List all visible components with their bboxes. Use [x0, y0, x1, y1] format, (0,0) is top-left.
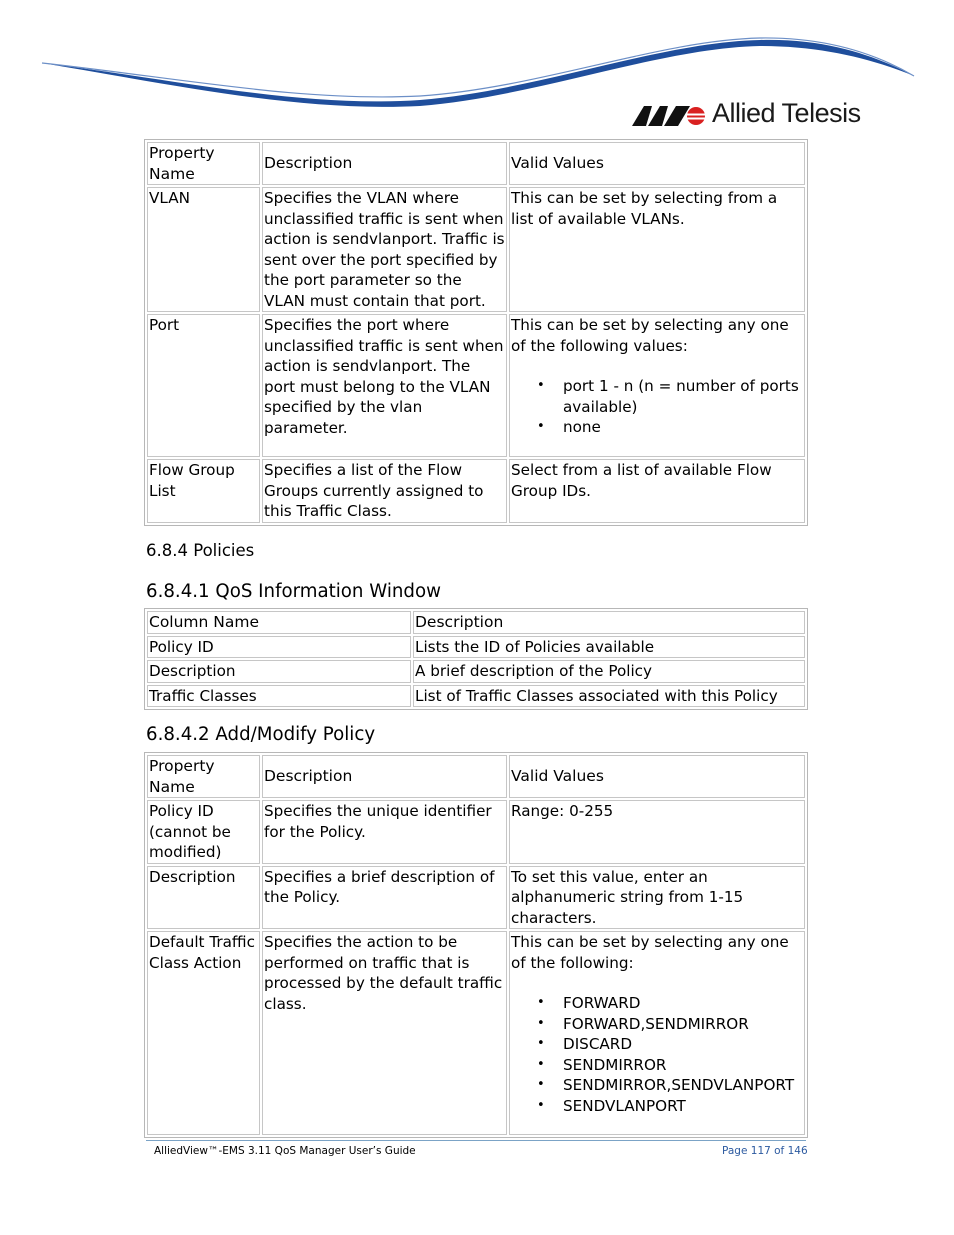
list-item: • SENDMIRROR,SENDVLANPORT	[563, 1075, 804, 1096]
list-item: • FORWARD	[563, 993, 804, 1014]
list-item: • none	[563, 417, 804, 438]
section-heading-information-window: 6.8.4.1 QoS Information Window	[146, 581, 441, 602]
property-description: Specifies the unique identifier for the Policy.	[262, 800, 507, 864]
list-item: • SENDVLANPORT	[563, 1096, 804, 1117]
allied-telesis-logo-mark-icon	[630, 98, 706, 128]
header-description: Description	[413, 611, 805, 634]
valid-values-list	[511, 376, 804, 438]
property-description: Specifies the VLAN where unclassified traffic is sent when action is sendvlanport. Traffic is sent over the port specified by the port parameter so the VLAN must contain that port.	[262, 187, 507, 312]
property-valid-values: This can be set by selecting from a list of available VLANs.	[509, 187, 805, 312]
table-row	[147, 800, 805, 864]
column-name: Policy ID	[147, 636, 411, 659]
table-row	[147, 660, 805, 683]
column-name: Traffic Classes	[147, 685, 411, 708]
header-property-name: Property Name	[147, 755, 260, 798]
table-header-row	[147, 755, 805, 798]
table-row	[147, 187, 805, 312]
table-row	[147, 636, 805, 659]
table-header-row	[147, 142, 805, 185]
valid-values-list	[511, 993, 804, 1116]
list-item: • FORWARD,SENDMIRROR	[563, 1014, 804, 1035]
column-description: A brief description of the Policy	[413, 660, 805, 683]
property-name: Default Traffic Class Action	[147, 931, 260, 1135]
table-header-row	[147, 611, 805, 634]
property-valid-values: Select from a list of available Flow Group IDs.	[509, 459, 805, 523]
allied-telesis-logo	[630, 98, 861, 128]
table-row	[147, 685, 805, 708]
property-name: Policy ID (cannot be modified)	[147, 800, 260, 864]
list-item: • SENDMIRROR	[563, 1055, 804, 1076]
section-heading-policies: 6.8.4 Policies	[146, 541, 255, 560]
property-valid-values	[509, 314, 805, 457]
property-valid-values: Range: 0-255	[509, 800, 805, 864]
property-name: Port	[147, 314, 260, 457]
header-valid-values: Valid Values	[509, 142, 805, 185]
footer-document-title: AlliedView™-EMS 3.11 QoS Manager User’s Guide	[154, 1145, 416, 1157]
table-row	[147, 866, 805, 930]
table-row	[147, 459, 805, 523]
property-valid-values: To set this value, enter an alphanumeric string from 1-15 characters.	[509, 866, 805, 930]
qos-information-window-table	[144, 608, 808, 710]
property-name: VLAN	[147, 187, 260, 312]
traffic-class-properties-table	[144, 139, 808, 526]
property-name: Description	[147, 866, 260, 930]
column-name: Description	[147, 660, 411, 683]
header-column-name: Column Name	[147, 611, 411, 634]
property-description: Specifies a brief description of the Policy.	[262, 866, 507, 930]
property-description: Specifies the port where unclassified traffic is sent when action is sendvlanport. The port must belong to the VLAN specified by the vlan parameter.	[262, 314, 507, 457]
property-description: Specifies the action to be performed on traffic that is processed by the default traffic class.	[262, 931, 507, 1135]
list-item: • port 1 - n (n = number of ports available)	[563, 376, 804, 417]
property-name: Flow Group List	[147, 459, 260, 523]
header-property-name: Property Name	[147, 142, 260, 185]
valid-values-text: This can be set by selecting any one of the following:	[511, 933, 789, 972]
column-description: Lists the ID of Policies available	[413, 636, 805, 659]
column-description: List of Traffic Classes associated with this Policy	[413, 685, 805, 708]
valid-values-text: This can be set by selecting any one of the following values:	[511, 316, 789, 355]
property-description: Specifies a list of the Flow Groups currently assigned to this Traffic Class.	[262, 459, 507, 523]
add-modify-policy-table	[144, 752, 808, 1138]
table-row	[147, 931, 805, 1135]
section-heading-add-modify-policy: 6.8.4.2 Add/Modify Policy	[146, 724, 376, 745]
footer-page-number: Page 117 of 146	[722, 1145, 808, 1157]
header-valid-values: Valid Values	[509, 755, 805, 798]
header-description: Description	[262, 142, 507, 185]
property-valid-values	[509, 931, 805, 1135]
header-description: Description	[262, 755, 507, 798]
list-item: • DISCARD	[563, 1034, 804, 1055]
footer-divider	[146, 1140, 806, 1141]
table-row	[147, 314, 805, 457]
brand-name: Allied Telesis	[712, 98, 861, 128]
